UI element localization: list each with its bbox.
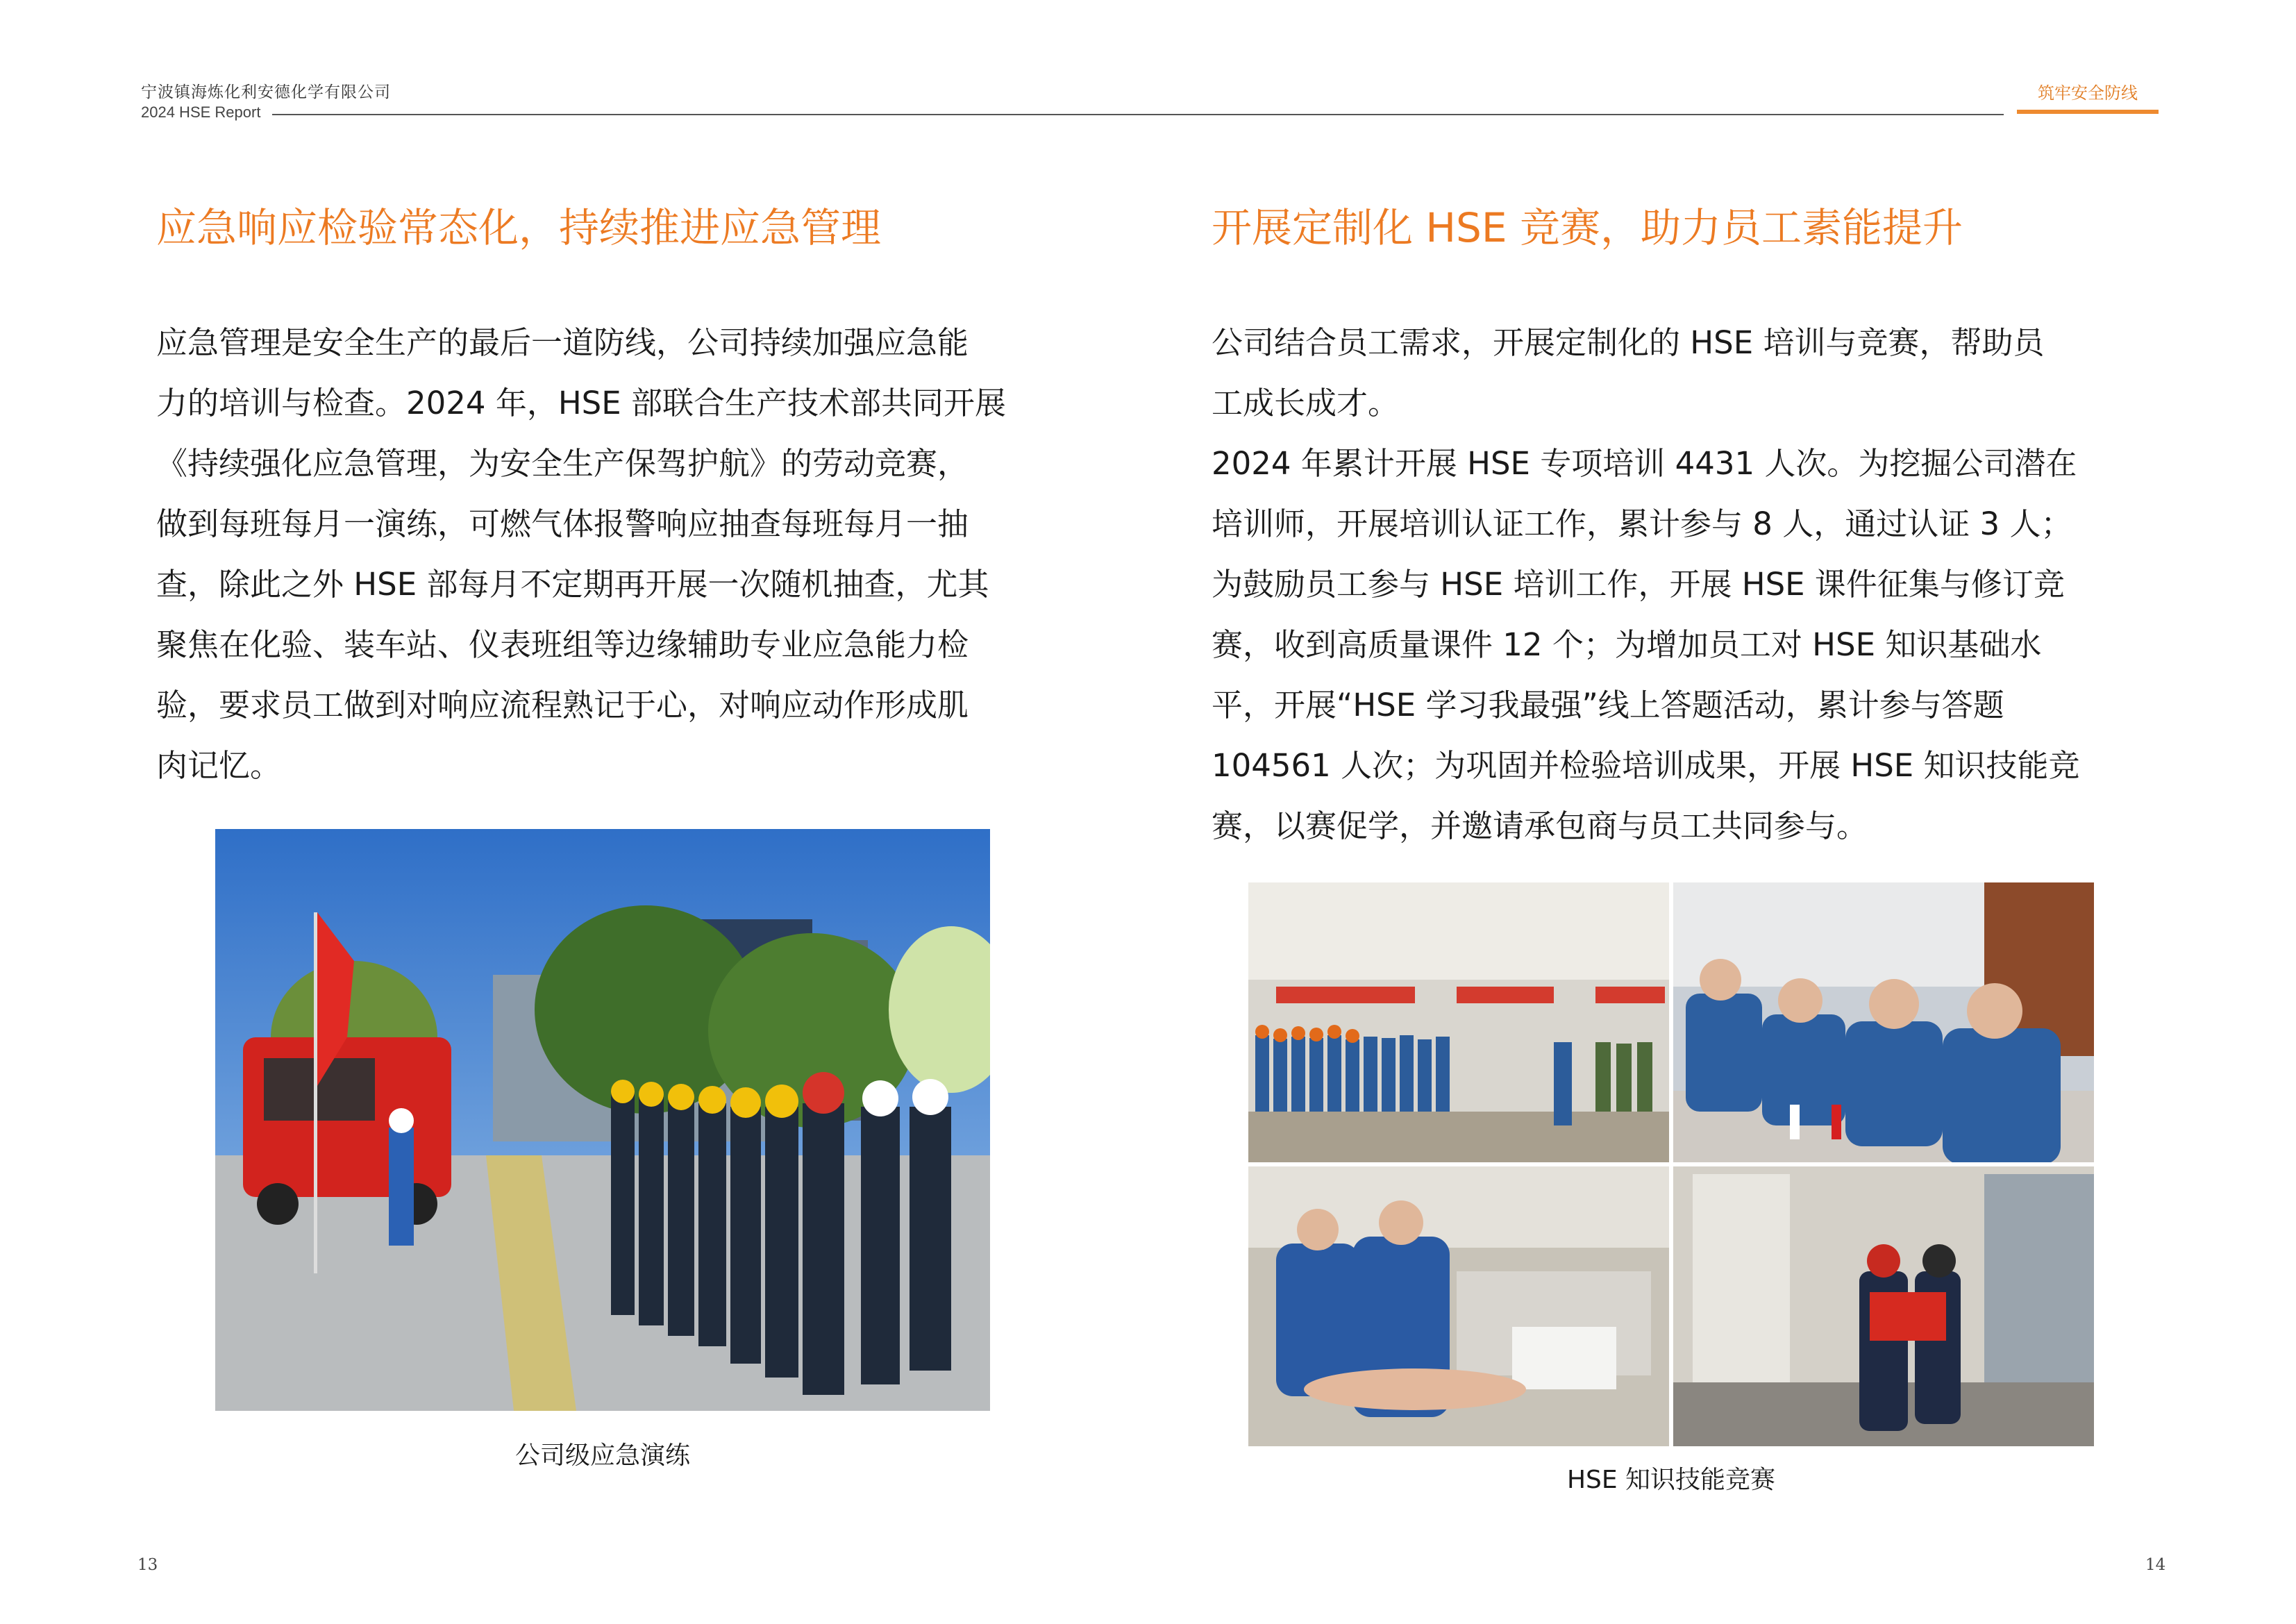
- left-photo-caption: 公司级应急演练: [514, 1441, 690, 1470]
- left-body: [156, 312, 1006, 796]
- right-body-line: 赛，收到高质量课件 12 个；为增加员工对 HSE 知识基础水: [1212, 626, 2042, 663]
- right-heading: 开展定制化 HSE 竞赛，助力员工素能提升: [1212, 204, 1963, 251]
- right-body-line: 104561 人次；为巩固并检验培训成果，开展 HSE 知识技能竞: [1212, 747, 2080, 784]
- right-photo-caption: HSE 知识技能竞赛: [1566, 1466, 1776, 1494]
- header-divider: [272, 114, 2004, 115]
- right-body-line: 为鼓励员工参与 HSE 培训工作，开展 HSE 课件征集与修订竞: [1212, 566, 2065, 603]
- page-number-right: 14: [2145, 1556, 2166, 1574]
- left-body-line: 验，要求员工做到对响应流程熟记于心，对响应动作形成肌: [156, 687, 969, 723]
- right-body-line: 工成长成才。: [1212, 385, 1400, 421]
- left-body-line: 应急管理是安全生产的最后一道防线，公司持续加强应急能: [156, 324, 969, 361]
- emergency-drill-photo: [215, 829, 990, 1411]
- left-body-line: 肉记忆。: [156, 747, 282, 784]
- section-tag-underline: [2017, 110, 2159, 114]
- left-body-line: 《持续强化应急管理，为安全生产保驾护航》的劳动竞赛，: [156, 445, 969, 482]
- left-body-line: 做到每班每月一演练，可燃气体报警响应抽查每班每月一抽: [156, 505, 969, 542]
- right-body-line: 2024 年累计开展 HSE 专项培训 4431 人次。为挖掘公司潜在: [1212, 445, 2077, 482]
- left-body-line: 查，除此之外 HSE 部每月不定期再开展一次随机抽查，尤其: [156, 566, 989, 603]
- report-title: 2024 HSE Report: [141, 103, 261, 121]
- section-tag: 筑牢安全防线: [2038, 83, 2138, 103]
- right-body-line: 平，开展“HSE 学习我最强”线上答题活动，累计参与答题: [1212, 687, 2004, 723]
- left-body-line: 力的培训与检查。2024 年，HSE 部联合生产技术部共同开展: [156, 385, 1006, 421]
- hse-competition-photo-grid: [1248, 882, 2094, 1446]
- page-number-left: 13: [137, 1556, 158, 1574]
- right-body-line: 培训师，开展培训认证工作，累计参与 8 人，通过认证 3 人；: [1212, 505, 2072, 542]
- right-body: [1212, 312, 2080, 856]
- left-body-line: 聚焦在化验、装车站、仪表班组等边缘辅助专业应急能力检: [156, 626, 969, 663]
- left-heading: 应急响应检验常态化，持续推进应急管理: [156, 204, 882, 251]
- right-body-line: 公司结合员工需求，开展定制化的 HSE 培训与竞赛，帮助员: [1212, 324, 2045, 361]
- right-body-line: 赛，以赛促学，并邀请承包商与员工共同参与。: [1212, 807, 1868, 844]
- company-name: 宁波镇海炼化利安德化学有限公司: [141, 83, 391, 101]
